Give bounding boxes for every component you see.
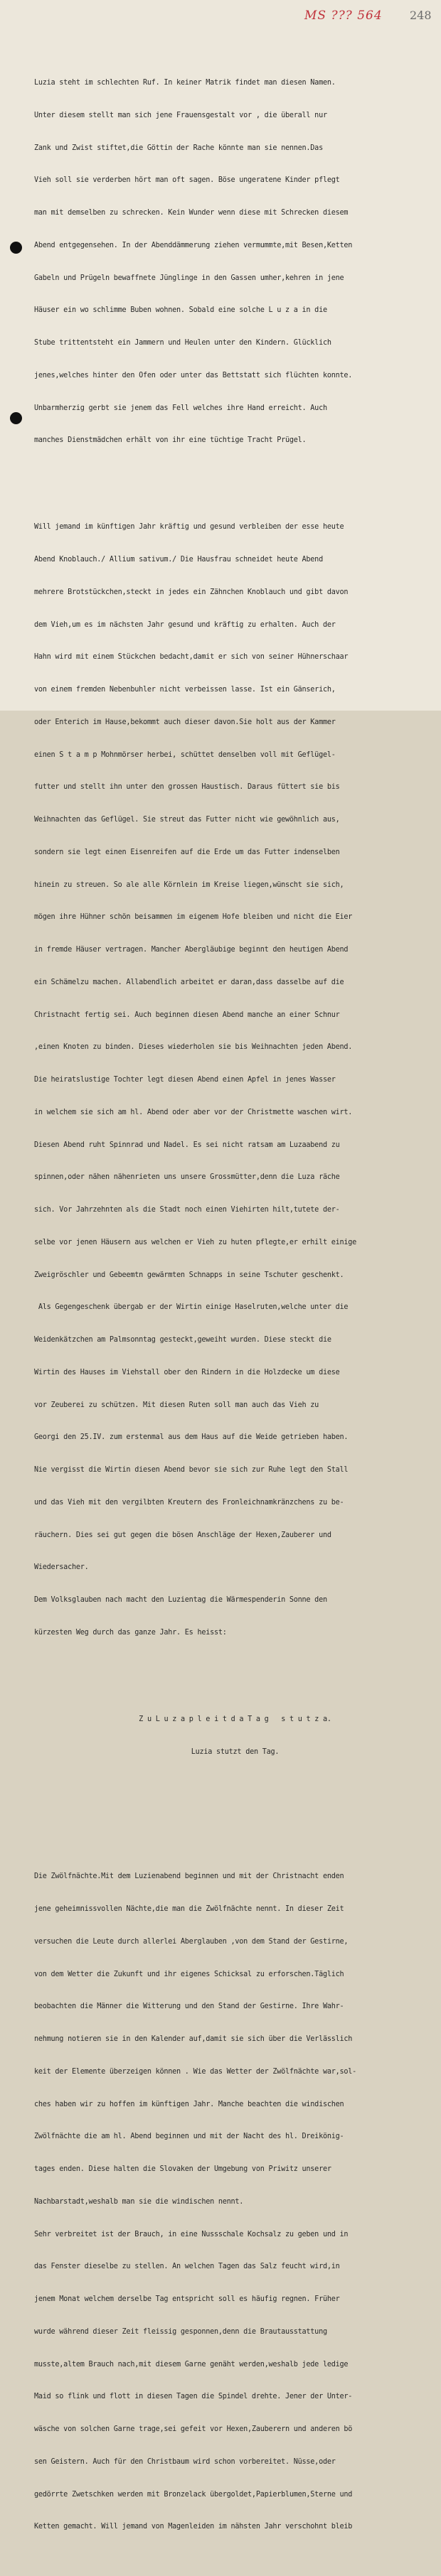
- text-line: Dem Volksglauben nach macht den Luzientag die Wärmespenderin Sonne den: [34, 1596, 327, 1604]
- text-line: wurde während dieser Zeit fleissig gesponnen,denn die Brautausstattung: [34, 2327, 327, 2336]
- page-number: 248: [410, 9, 432, 22]
- text-line: räuchern. Dies sei gut gegen die bösen Anschläge der Hexen,Zauberer und: [34, 1531, 331, 1539]
- text-line: jenem Monat welchem derselbe Tag entspricht soll es häufig regnen. Früher: [34, 2295, 340, 2303]
- text-line: gedörrte Zwetschken werden mit Bronzelack übergoldet,Papierblumen,Sterne und: [34, 2490, 353, 2499]
- text-line: man mit demselben zu schrecken. Kein Wunder wenn diese mit Schrecken diesem: [34, 209, 349, 217]
- text-line: Unbarmherzig gerbt sie jenem das Fell welches ihre Hand erreicht. Auch: [34, 404, 327, 412]
- text-line: Ketten gemacht. Will jemand von Magenleiden im nähsten Jahr verschohnt bleib: [34, 2523, 353, 2531]
- text-line: futter und stellt ihn unter den grossen Haustisch. Daraus füttert sie bis: [34, 783, 340, 792]
- text-line: Vieh soll sie verderben hört man oft sagen. Böse ungeratene Kinder pflegt: [34, 176, 340, 185]
- text-line: ,einen Knoten zu binden. Dieses wiederholen sie bis Weihnachten jeden Abend.: [34, 1043, 353, 1052]
- text-line: von dem Wetter die Zukunft und ihr eigenes Schicksal zu erforschen.Täglich: [34, 1970, 344, 1978]
- text-line: sen Geistern. Auch für den Christbaum wird schon vorbereitet. Nüsse,oder: [34, 2457, 336, 2466]
- paragraph-zwoelfnaechte: [34, 1850, 436, 2554]
- text-line: ches haben wir zu hoffen im künftigen Jahr. Manche beachten die windischen: [34, 2100, 344, 2108]
- text-line: das Fenster dieselbe zu stellen. An welchen Tagen das Salz feucht wird,in: [34, 2263, 340, 2271]
- text-line: Hahn wird mit einem Stückchen bedacht,damit er sich von seiner Hühnerschaar: [34, 653, 349, 662]
- spacer: [34, 1811, 436, 1817]
- text-line: mögen ihre Hühner schön beisammen im eigenem Hofe bleiben und nicht die Eier: [34, 913, 353, 922]
- text-line: hinein zu streuen. So ale alle Körnlein im Kreise liegen,wünscht sie sich,: [34, 880, 344, 889]
- text-line: mehrere Brotstückchen,steckt in jedes ein Zähnchen Knoblauch und gibt davon: [34, 588, 349, 596]
- text-line: Häuser ein wo schlimme Buben wohnen. Sobald eine solche L u z a in die: [34, 306, 327, 315]
- text-line: Unter diesem stellt man sich jene Frauensgestalt vor , die überall nur: [34, 111, 327, 119]
- text-line: Zwölfnächte die am hl. Abend beginnen und mit der Nacht des hl. Dreikönig-: [34, 2133, 344, 2141]
- text-line: Wiedersacher.: [34, 1563, 89, 1572]
- text-line: Nachbarstadt,weshalb man sie die windischen nennt.: [34, 2197, 244, 2206]
- text-line: nehmung notieren sie in den Kalender auf,damit sie sich über die Verlässlich: [34, 2035, 353, 2043]
- text-line: kürzesten Weg durch das ganze Jahr. Es heisst:: [34, 1628, 227, 1637]
- text-line: Luzia steht im schlechten Ruf. In keiner Matrik findet man diesen Namen.: [34, 79, 336, 87]
- text-line: Diesen Abend ruht Spinnrad und Nadel. Es sei nicht ratsam am Luzaabend zu: [34, 1141, 340, 1149]
- saying-dialect: Z u L u z a p l e i t d a T a g s t u t z a.: [139, 1715, 331, 1723]
- text-line: Zank und Zwist stiftet,die Göttin der Rache könnte man sie nennen.Das: [34, 144, 323, 152]
- text-line: Wirtin des Hauses im Viehstall ober den Rindern in die Holzdecke um diese: [34, 1368, 340, 1376]
- paragraph-knoblauch: [34, 500, 436, 1660]
- text-line: wäsche von solchen Garne trage,sei gefeit vor Hexen,Zauberern und anderen bö: [34, 2425, 353, 2433]
- archive-shelfmark: MS ??? 564: [304, 9, 383, 23]
- text-line: sich. Vor Jahrzehnten als die Stadt noch einen Viehirten hilt,tutete der-: [34, 1206, 340, 1214]
- text-line: Die heiratslustige Tochter legt diesen Abend einen Apfel in jenes Wasser: [34, 1076, 336, 1084]
- saying-translation: Luzia stutzt den Tag.: [191, 1747, 280, 1756]
- punch-hole: [10, 242, 22, 254]
- text-line: selbe vor jenen Häusern aus welchen er Vieh zu huten pflegte,er erhilt einige: [34, 1238, 357, 1246]
- text-line: Abend Knoblauch./ Allium sativum./ Die Hausfrau schneidet heute Abend: [34, 556, 323, 564]
- text-line: Sehr verbreitet ist der Brauch, in eine Nussschale Kochsalz zu geben und in: [34, 2230, 349, 2238]
- text-line: Nie vergisst die Wirtin diesen Abend bevor sie sich zur Ruhe legt den Stall: [34, 1466, 349, 1474]
- text-line: Christnacht fertig sei. Auch beginnen diesen Abend manche an einer Schnur: [34, 1011, 340, 1019]
- text-line: Stube trittentsteht ein Jammern und Heulen unter den Kindern. Glücklich: [34, 339, 331, 347]
- text-line: Gabeln und Prügeln bewaffnete Jünglinge in den Gassen umher,kehren in jene: [34, 274, 344, 282]
- text-line: Abend entgegensehen. In der Abenddämmerung ziehen vermummte,mit Besen,Ketten: [34, 241, 353, 249]
- text-line: Die Zwölfnächte.Mit dem Luzienabend beginnen und mit der Christnacht enden: [34, 1872, 344, 1881]
- text-line: keit der Elemente überzeigen können . Wie das Wetter der Zwölfnächte war,sol-: [34, 2067, 357, 2076]
- text-line: Als Gegengeschenk übergab er der Wirtin einige Haselruten,welche unter die: [34, 1303, 349, 1312]
- text-line: manches Dienstmädchen erhält von ihr eine tüchtige Tracht Prügel.: [34, 436, 307, 445]
- text-line: und das Vieh mit den vergilbten Kreutern des Fronleichnamkränzchens zu be-: [34, 1498, 344, 1507]
- text-line: versuchen die Leute durch allerlei Aberglauben ,von dem Stand der Gestirne,: [34, 1937, 349, 1946]
- text-line: beobachten die Männer die Witterung und den Stand der Gestirne. Ihre Wahr-: [34, 2003, 344, 2011]
- text-line: tages enden. Diese halten die Slovaken der Umgebung von Priwitz unserer: [34, 2165, 331, 2173]
- text-line: sondern sie legt einen Eisenreifen auf die Erde um das Futter indenselben: [34, 848, 340, 856]
- text-line: jenes,welches hinter den Ofen oder unter das Bettstatt sich flüchten konnte.: [34, 371, 353, 379]
- text-line: Weidenkätzchen am Palmsonntag gesteckt,geweiht wurden. Diese steckt die: [34, 1336, 331, 1344]
- text-line: oder Enterich im Hause,bekommt auch dieser davon.Sie holt aus der Kammer: [34, 718, 336, 726]
- punch-hole: [10, 412, 22, 424]
- text-line: vor Zeuberei zu schützen. Mit diesen Ruten soll man auch das Vieh zu: [34, 1401, 319, 1409]
- text-line: einen S t a m p Mohnmörser herbei, schüttet denselben voll mit Geflügel-: [34, 750, 336, 759]
- text-line: spinnen,oder nähen nähenrieten uns unsere Grossmütter,denn die Luza räche: [34, 1173, 340, 1182]
- text-line: Zweigröschler und Gebeemtn gewärmten Schnapps in seine Tschuter geschenkt.: [34, 1271, 344, 1279]
- text-line: Maid so flink und flott in diesen Tagen die Spindel drehte. Jener der Unter-: [34, 2393, 353, 2401]
- text-line: jene geheimnissvollen Nächte,die man die Zwölfnächte nennt. In dieser Zeit: [34, 1905, 344, 1913]
- text-line: musste,altem Brauch nach,mit diesem Garne genäht werden,weshalb jede ledige: [34, 2360, 349, 2368]
- text-line: Weihnachten das Geflügel. Sie streut das Futter nicht wie gewöhnlich aus,: [34, 816, 340, 824]
- text-line: von einem fremden Nebenbuhler nicht verbeissen lasse. Ist ein Gänserich,: [34, 686, 336, 694]
- typewritten-text: [34, 34, 436, 2576]
- saying-block: [34, 1692, 436, 1779]
- text-line: ein Schämelzu machen. Allabendlich arbeitet er daran,dass dasselbe auf die: [34, 978, 344, 986]
- text-line: Will jemand im künftigen Jahr kräftig und gesund verbleiben der esse heute: [34, 523, 344, 532]
- text-line: in welchem sie sich am hl. Abend oder aber vor der Christmette waschen wirt.: [34, 1108, 353, 1116]
- text-line: in fremde Häuser vertragen. Mancher Abergläubige beginnt den heutigen Abend: [34, 946, 349, 954]
- paragraph-luzia: [34, 56, 436, 468]
- text-line: Georgi den 25.IV. zum erstenmal aus dem Haus auf die Weide getrieben haben.: [34, 1433, 349, 1442]
- text-line: dem Vieh,um es im nächsten Jahr gesund und kräftig zu erhalten. Auch der: [34, 620, 336, 629]
